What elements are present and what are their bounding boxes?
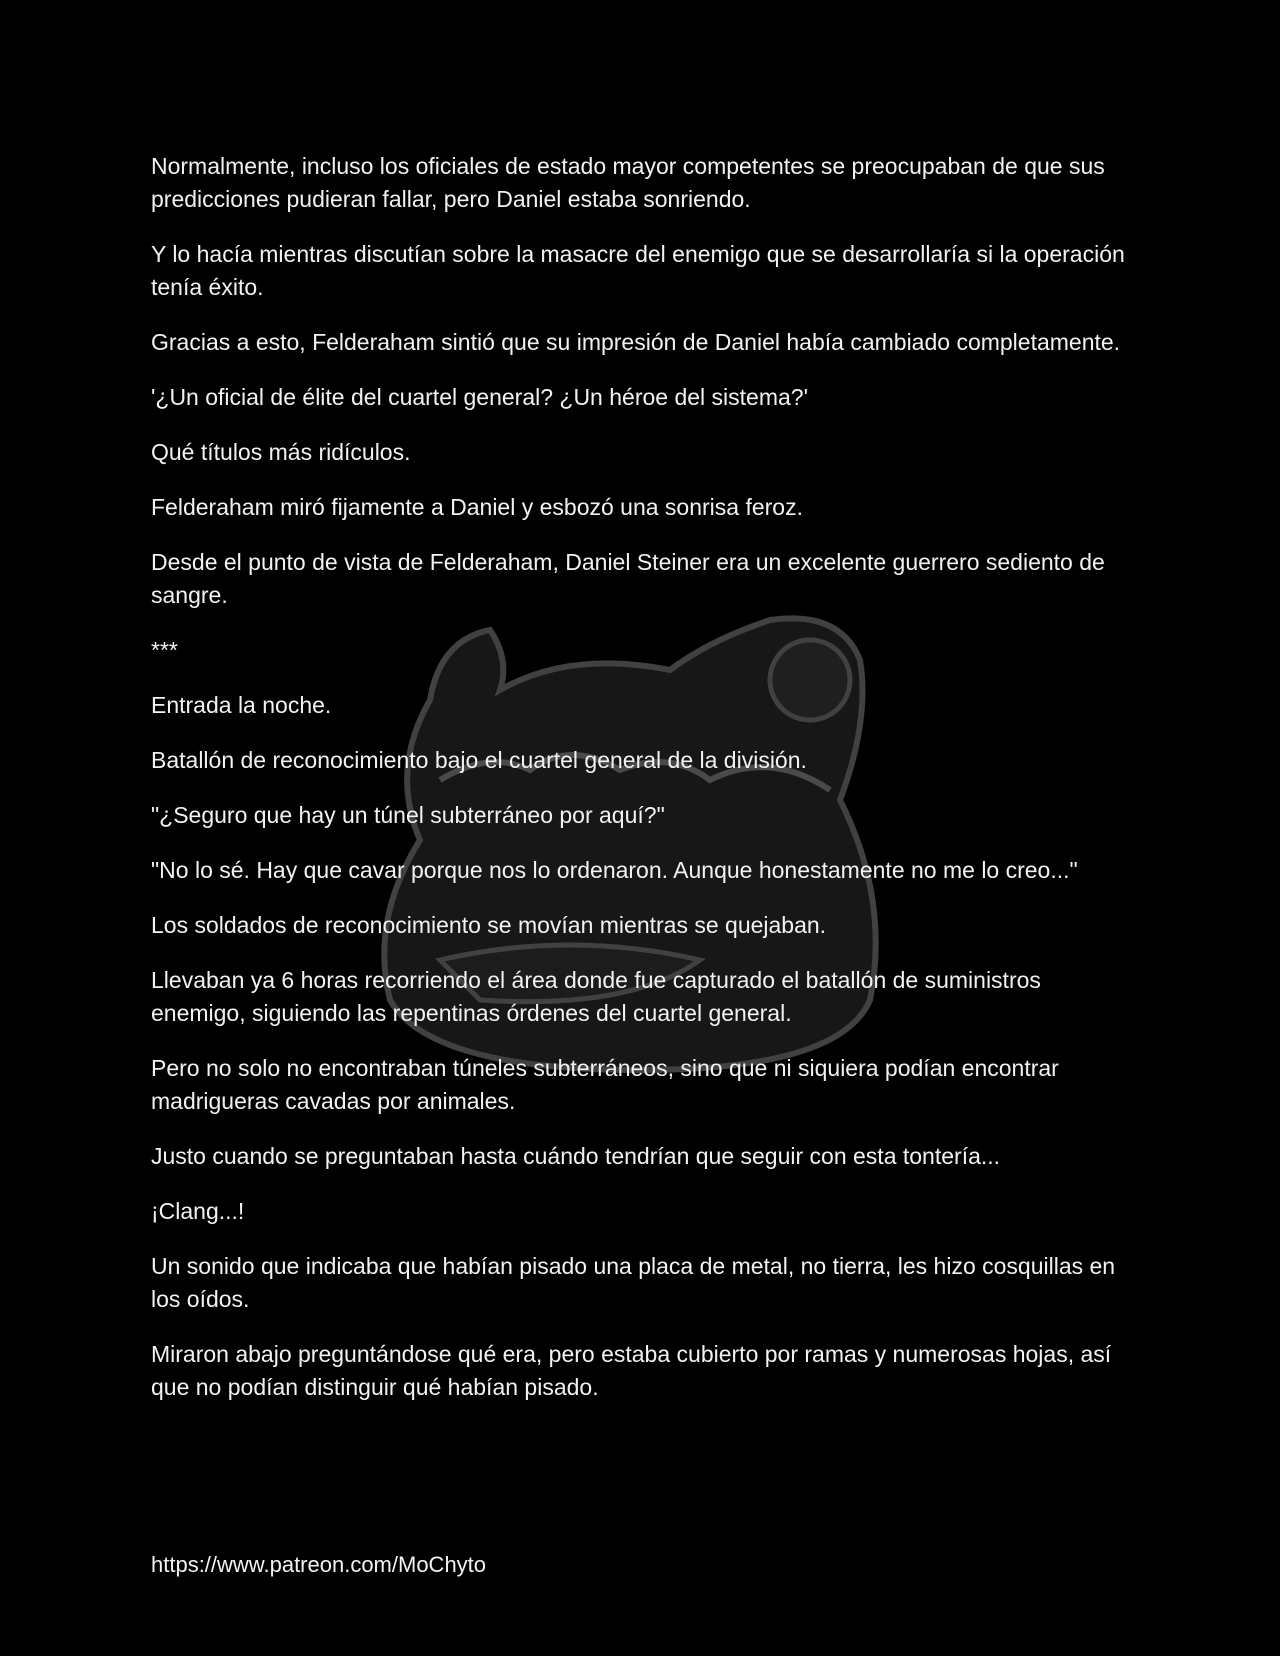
paragraph: Qué títulos más ridículos. <box>151 439 411 465</box>
paragraph: Miraron abajo preguntándose qué era, pero estaba cubierto por ramas y numerosas hojas, así que no podían distinguir qué habían pisado. <box>151 1341 1112 1400</box>
paragraph: Justo cuando se preguntaban hasta cuándo tendrían que seguir con esta tontería... <box>151 1143 1001 1169</box>
paragraph: '¿Un oficial de élite del cuartel general? ¿Un héroe del sistema?' <box>151 384 808 410</box>
paragraph: Desde el punto de vista de Felderaham, Daniel Steiner era un excelente guerrero sediento de sangre. <box>151 549 1105 608</box>
paragraph: Pero no solo no encontraban túneles subterráneos, sino que ni siquiera podían encontrar madrigueras cavadas por animales. <box>151 1055 1059 1114</box>
scene-separator: *** <box>151 637 178 663</box>
paragraph: Entrada la noche. <box>151 692 332 718</box>
paragraph: Llevaban ya 6 horas recorriendo el área donde fue capturado el batallón de suministros enemigo, siguiendo las repentinas órdenes del cuartel general. <box>151 967 1041 1026</box>
chapter-text <box>151 150 1136 1426</box>
paragraph: Felderaham miró fijamente a Daniel y esbozó una sonrisa feroz. <box>151 494 803 520</box>
paragraph: Batallón de reconocimiento bajo el cuartel general de la división. <box>151 747 807 773</box>
paragraph: Un sonido que indicaba que habían pisado una placa de metal, no tierra, les hizo cosquillas en los oídos. <box>151 1253 1116 1312</box>
paragraph: ¡Clang...! <box>151 1198 245 1224</box>
paragraph: "No lo sé. Hay que cavar porque nos lo ordenaron. Aunque honestamente no me lo creo..." <box>151 857 1078 883</box>
paragraph: Gracias a esto, Felderaham sintió que su impresión de Daniel había cambiado completamente. <box>151 329 1121 355</box>
paragraph: "¿Seguro que hay un túnel subterráneo por aquí?" <box>151 802 665 828</box>
paragraph: Los soldados de reconocimiento se movían mientras se quejaban. <box>151 912 827 938</box>
patreon-link[interactable]: https://www.patreon.com/MoChyto <box>151 1552 487 1577</box>
paragraph: Y lo hacía mientras discutían sobre la masacre del enemigo que se desarrollaría si la operación tenía éxito. <box>151 241 1125 300</box>
paragraph: Normalmente, incluso los oficiales de estado mayor competentes se preocupaban de que sus predicciones pudieran fallar, pero Daniel estaba sonriendo. <box>151 153 1105 212</box>
